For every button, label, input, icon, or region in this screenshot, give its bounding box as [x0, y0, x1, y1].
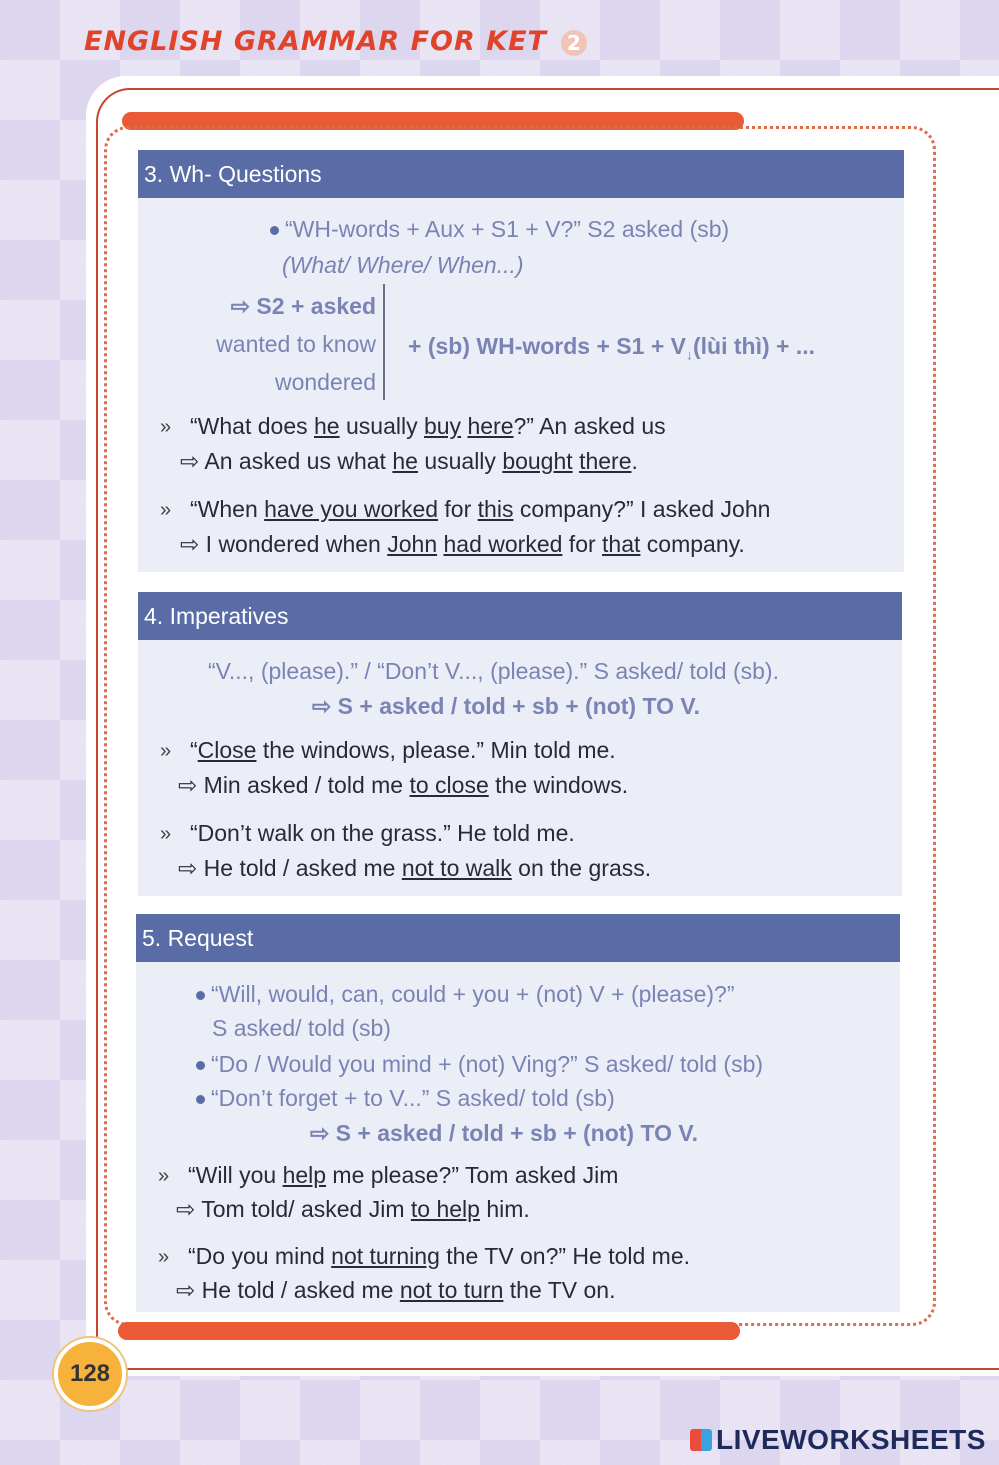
- req-formula-line3: “Do / Would you mind + (not) Ving?” S asked/ told (sb): [196, 1051, 763, 1078]
- req-example1-question: “Will you help me please?” Tom asked Jim: [188, 1162, 619, 1188]
- imp-formula-line2: ⇨ S + asked / told + sb + (not) TO V.: [312, 693, 701, 719]
- wh-formula-line1: “WH-words + Aux + S1 + V?” S2 asked (sb): [270, 216, 729, 243]
- section-header-request: 5. Request: [136, 914, 900, 962]
- book-title-text: ENGLISH GRAMMAR FOR KET: [84, 26, 547, 57]
- page-number: 128: [54, 1338, 126, 1410]
- wh-example1-question: “What does he usually buy here?” An asked us: [190, 413, 666, 439]
- imp-example2-question: “Don’t walk on the grass.” He told me.: [190, 820, 575, 846]
- bullet-icon: [196, 991, 205, 1000]
- wh-formula-line2: (What/ Where/ When...): [282, 252, 524, 278]
- bullet-icon: [270, 226, 279, 235]
- bottom-orange-bar: [118, 1322, 740, 1340]
- book-volume-number: 2: [561, 30, 587, 56]
- wh-left-col-1: ⇨ S2 + asked: [230, 293, 376, 319]
- liveworksheets-logo[interactable]: LIVEWORKSHEETS: [690, 1424, 986, 1456]
- footer-line: [130, 1368, 999, 1370]
- example-chevron-icon: »: [160, 416, 172, 438]
- example-chevron-icon: »: [160, 499, 172, 521]
- wh-divider: [383, 284, 385, 400]
- example-chevron-icon: »: [160, 823, 172, 845]
- req-example2-question: “Do you mind not turning the TV on?” He told me.: [188, 1243, 691, 1269]
- req-formula-line5: ⇨ S + asked / told + sb + (not) TO V.: [310, 1120, 699, 1146]
- wh-example2-question: “When have you worked for this company?” I asked John: [190, 496, 771, 522]
- imp-example2-answer: ⇨ He told / asked me not to walk on the grass.: [178, 855, 652, 881]
- req-example1-answer: ⇨ Tom told/ asked Jim to help him.: [176, 1196, 530, 1222]
- imp-formula-line1: “V..., (please).” / “Don’t V..., (please).” S asked/ told (sb).: [208, 658, 779, 684]
- section-header-wh-questions: 3. Wh- Questions: [138, 150, 904, 198]
- example-chevron-icon: »: [158, 1246, 170, 1268]
- section-header-imperatives: 4. Imperatives: [138, 592, 902, 640]
- req-formula-line2: S asked/ told (sb): [212, 1015, 391, 1041]
- bullet-icon: [196, 1061, 205, 1070]
- bullet-icon: [196, 1095, 205, 1104]
- liveworksheets-icon: [690, 1429, 712, 1451]
- example-chevron-icon: »: [160, 740, 172, 762]
- imp-example1-question: “Close the windows, please.” Min told me.: [190, 737, 616, 763]
- wh-example1-answer: ⇨ An asked us what he usually bought there.: [180, 448, 638, 474]
- example-chevron-icon: »: [158, 1165, 170, 1187]
- wh-example2-answer: ⇨ I wondered when John had worked for that company.: [180, 531, 745, 557]
- req-formula-line1: “Will, would, can, could + you + (not) V + (please)?”: [196, 981, 735, 1008]
- wh-left-col-2: wanted to know: [216, 331, 376, 357]
- wh-right-col: + (sb) WH-words + $S1 + V_↓(lùi$ thì) + ...: [408, 333, 816, 363]
- req-formula-line4: “Don’t forget + to V...” S asked/ told (sb): [196, 1085, 615, 1112]
- book-title: [84, 26, 587, 57]
- imp-example1-answer: ⇨ Min asked / told me to close the windows.: [178, 772, 629, 798]
- wh-left-col-3: wondered: [274, 369, 376, 395]
- req-example2-answer: ⇨ He told / asked me not to turn the TV on.: [176, 1277, 616, 1303]
